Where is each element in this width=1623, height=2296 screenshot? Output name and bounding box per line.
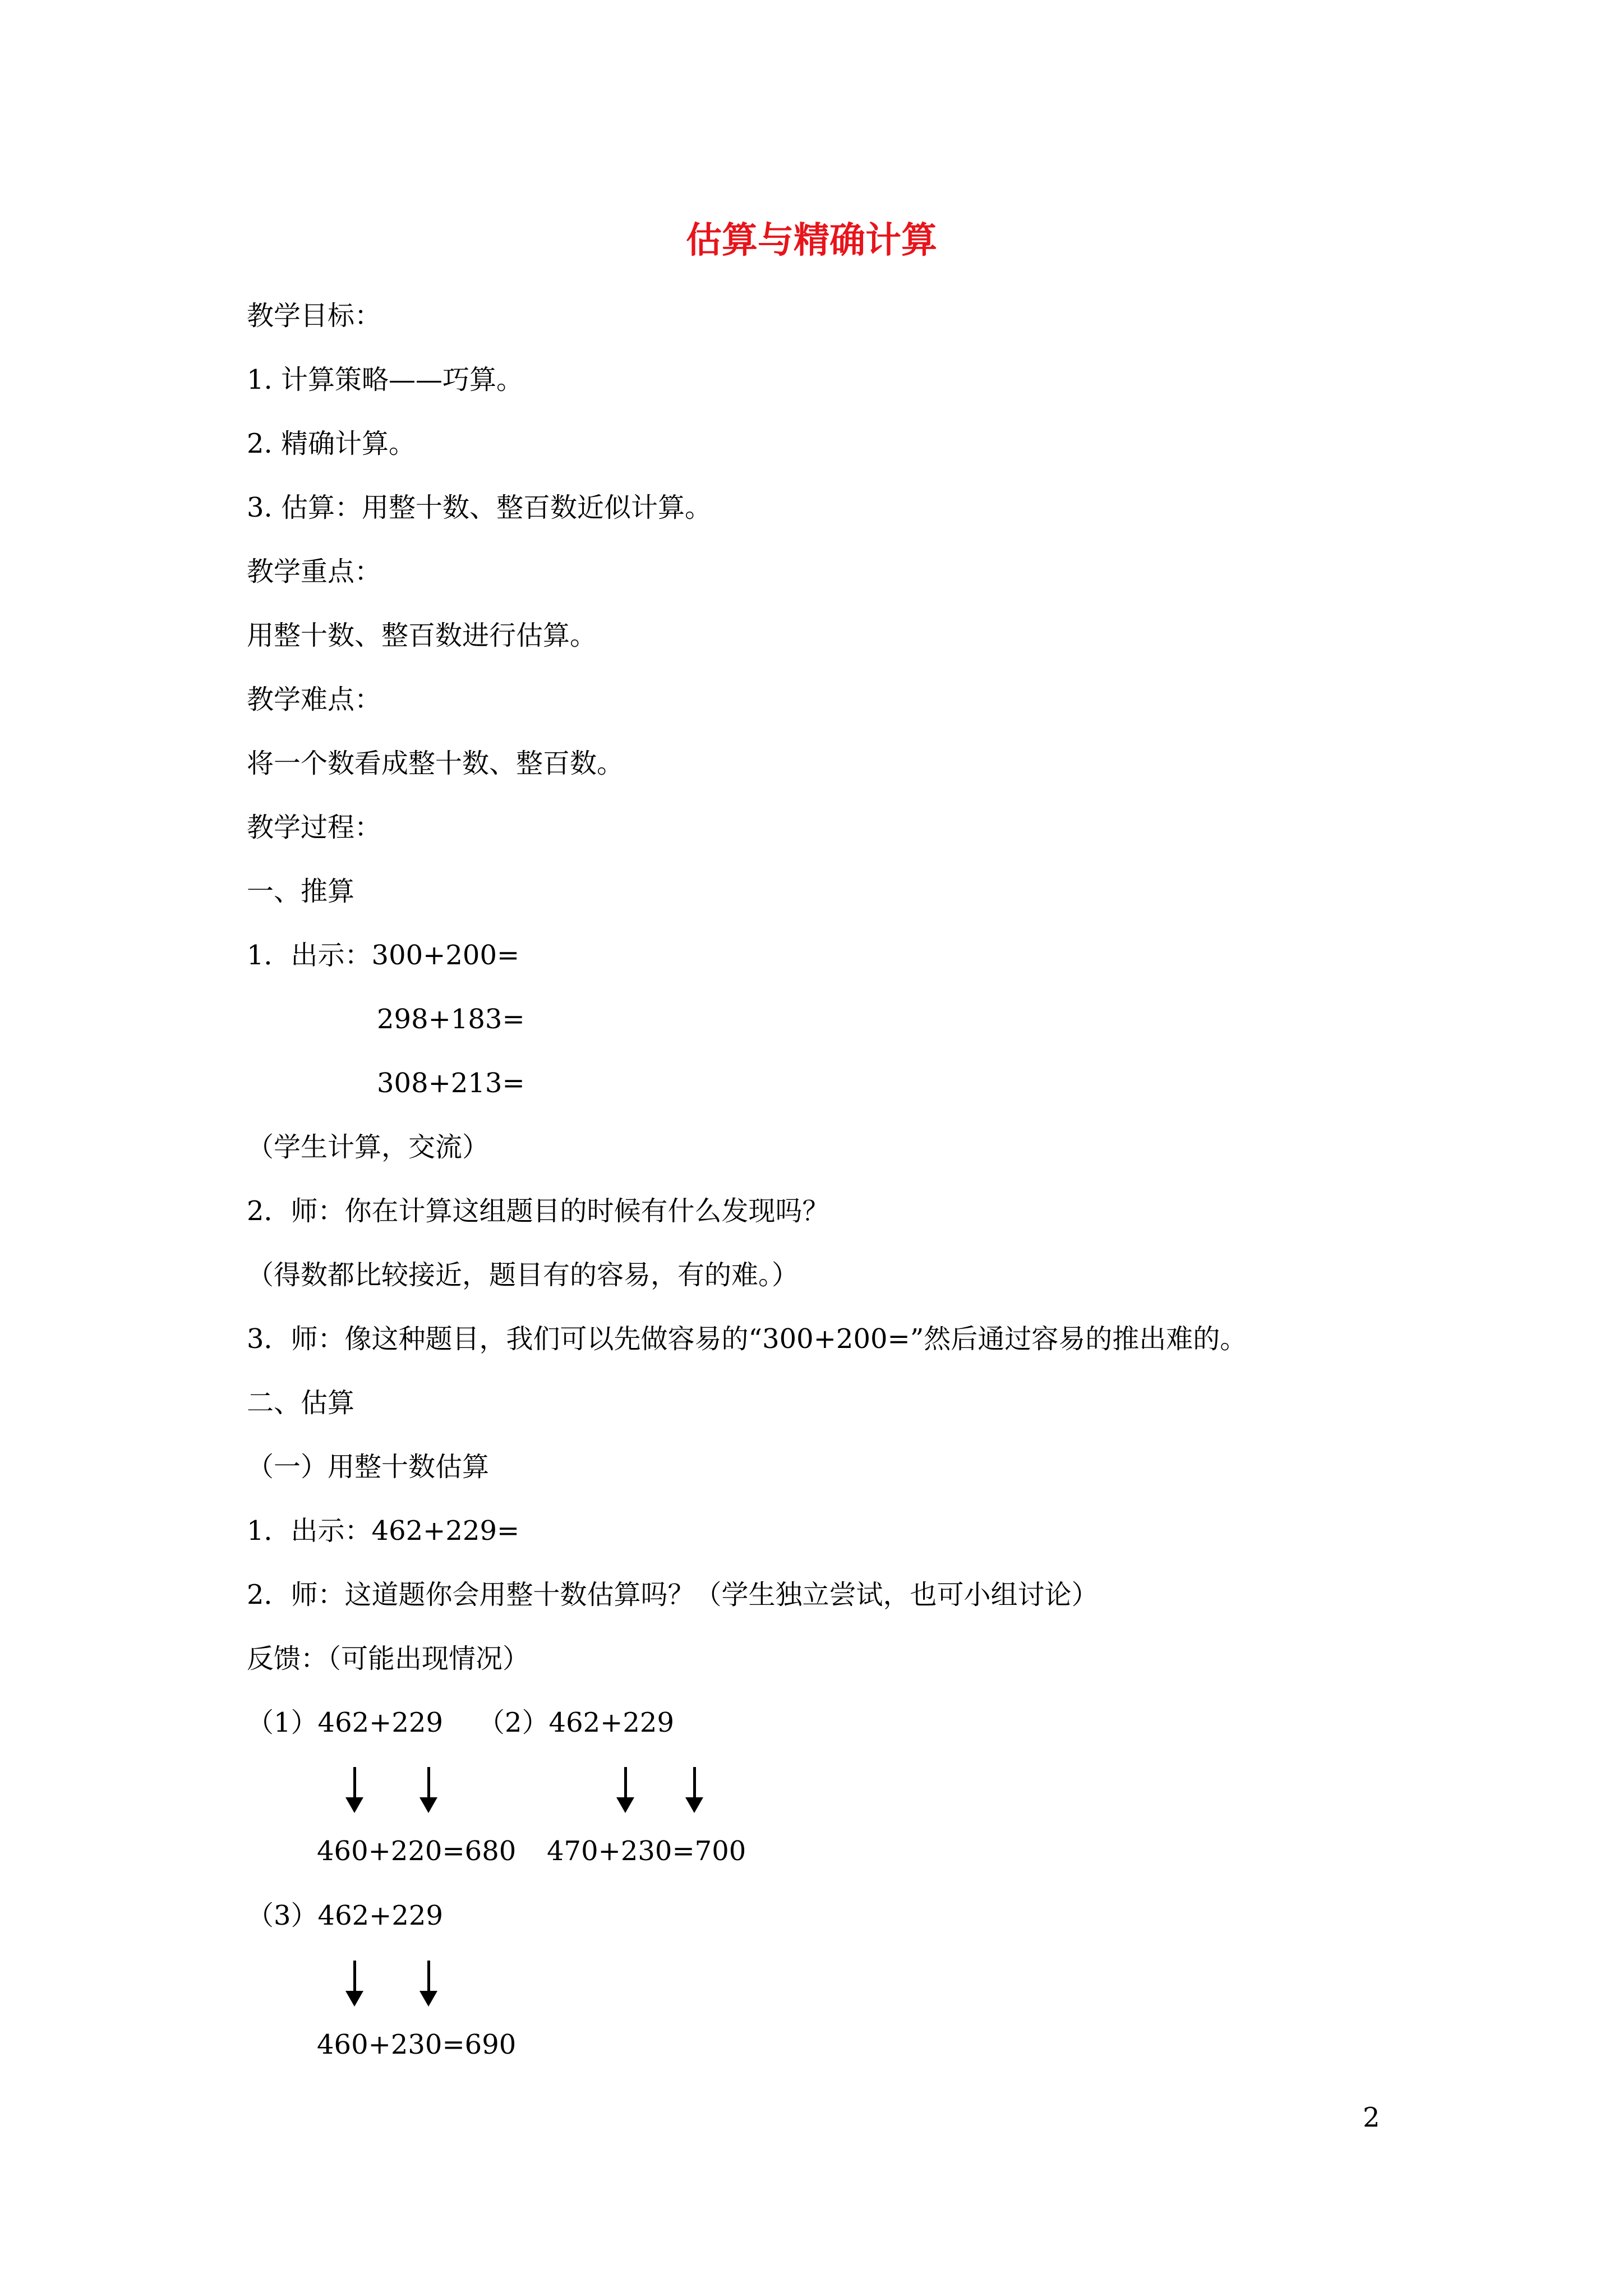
down-arrow-icon [614, 1767, 637, 1814]
down-arrow-icon [417, 1961, 440, 2008]
down-arrow-icon [683, 1767, 706, 1814]
text-line: 2．师：你在计算这组题目的时候有什么发现吗？ [247, 1195, 829, 1227]
document-title: 估算与精确计算 [686, 219, 937, 261]
text-line: 1．出示：300+200= [247, 940, 520, 971]
text-line: （得数都比较接近，题目有的容易，有的难。） [247, 1259, 799, 1291]
text-line: 反馈：（可能出现情况） [247, 1643, 530, 1674]
case-2-result: 470+230=700 [547, 1835, 746, 1867]
text-line: （学生计算，交流） [247, 1131, 490, 1163]
down-arrow-icon [343, 1961, 366, 2008]
case-1-result: 460+220=680 [317, 1835, 517, 1867]
text-line: 教学难点： [247, 684, 382, 715]
text-line: 一、推算 [247, 876, 355, 907]
page-number: 2 [1363, 2102, 1380, 2133]
text-line: 教学重点： [247, 556, 382, 587]
text-line: 1．出示：462+229= [247, 1515, 520, 1547]
text-line: 298+183= [377, 1004, 525, 1035]
text-line: 3．师：像这种题目，我们可以先做容易的“300+200=”然后通过容易的推出难的。 [247, 1323, 1247, 1355]
text-line: 308+213= [377, 1068, 525, 1099]
case-2-label: （2）462+229 [478, 1707, 674, 1738]
text-line: 将一个数看成整十数、整百数。 [247, 748, 624, 779]
case-3-label: （3）462+229 [247, 1900, 443, 1931]
case-3-result: 460+230=690 [317, 2029, 517, 2060]
case-1-label: （1）462+229 [247, 1707, 443, 1738]
down-arrow-icon [343, 1767, 366, 1814]
text-line: 教学目标： [247, 300, 382, 332]
text-line: （一）用整十数估算 [247, 1451, 490, 1483]
text-line: 二、估算 [247, 1387, 355, 1419]
text-line: 1. 计算策略——巧算。 [247, 364, 524, 395]
text-line: 3. 估算：用整十数、整百数近似计算。 [247, 492, 712, 523]
down-arrow-icon [417, 1767, 440, 1814]
text-line: 2．师：这道题你会用整十数估算吗？（学生独立尝试，也可小组讨论） [247, 1579, 1099, 1611]
text-line: 2. 精确计算。 [247, 428, 416, 459]
text-line: 用整十数、整百数进行估算。 [247, 620, 597, 651]
text-line: 教学过程： [247, 812, 382, 843]
